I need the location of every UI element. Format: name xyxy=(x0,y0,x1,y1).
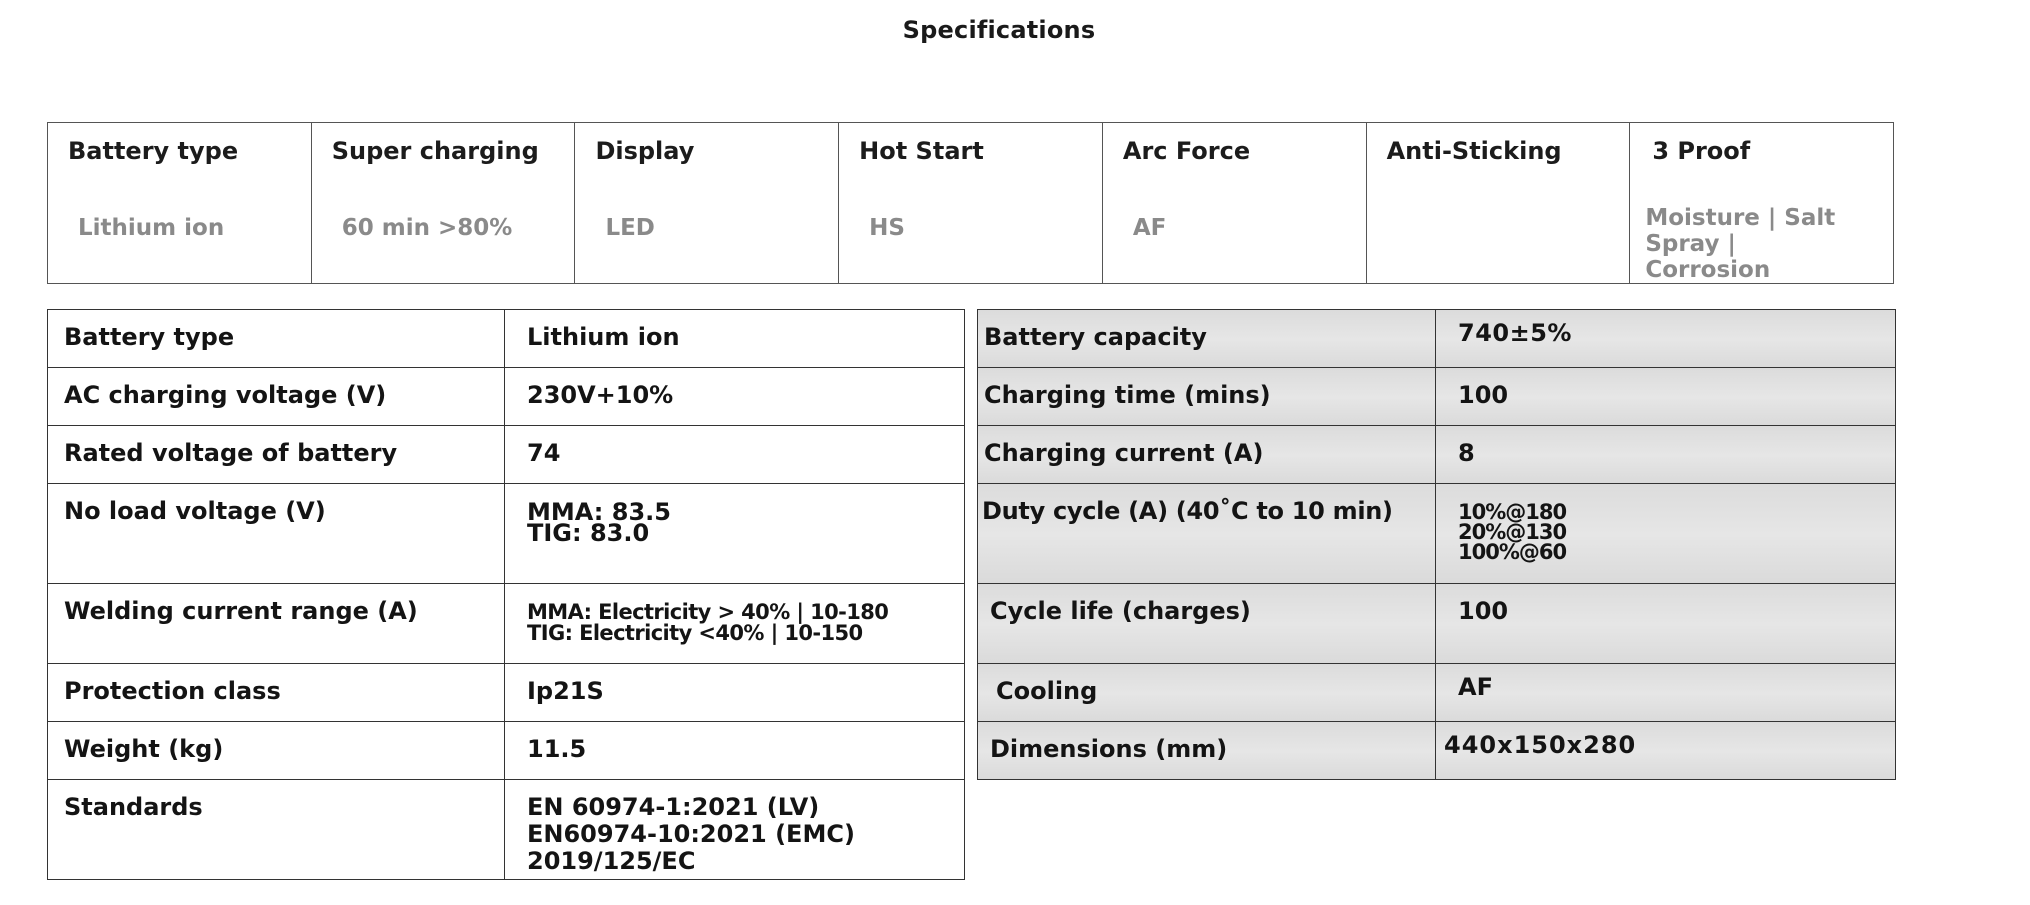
spec-value-cell xyxy=(505,484,965,584)
spec-label: Charging time (mins) xyxy=(984,381,1271,409)
table-row xyxy=(978,664,1896,722)
table-row xyxy=(48,310,965,368)
feature-value: 60 min >80% xyxy=(341,215,513,241)
spec-value-cell xyxy=(1436,368,1896,426)
spec-value-cell xyxy=(505,426,965,484)
table-row xyxy=(48,484,965,584)
spec-value: 740±5% xyxy=(1458,319,1572,347)
spec-label: Battery type xyxy=(64,323,235,351)
spec-value: 100 xyxy=(1458,597,1509,625)
spec-value: 440x150x280 xyxy=(1444,731,1637,759)
spec-label-cell xyxy=(978,426,1436,484)
feature-summary-table xyxy=(47,122,1894,284)
spec-label-cell xyxy=(48,664,505,722)
spec-value: 11.5 xyxy=(527,735,587,763)
spec-value-cell xyxy=(1436,426,1896,484)
feature-cell-display xyxy=(575,123,839,283)
spec-value: Ip21S xyxy=(527,677,604,705)
spec-label-cell xyxy=(48,780,505,880)
table-row xyxy=(978,722,1896,780)
spec-label-cell xyxy=(978,368,1436,426)
feature-heading: Display xyxy=(595,137,695,165)
spec-label-cell xyxy=(978,484,1436,584)
spec-value: 8 xyxy=(1458,439,1475,467)
feature-heading: Hot Start xyxy=(859,137,984,165)
spec-label-cell xyxy=(978,584,1436,664)
spec-value: MMA: Electricity > 40% | 10-180 TIG: Electricity <40% | 10-150 xyxy=(527,600,889,645)
feature-value: Moisture | Salt Spray | Corrosion xyxy=(1645,205,1836,283)
table-row xyxy=(48,664,965,722)
spec-label: Cooling xyxy=(996,677,1098,705)
spec-value-cell xyxy=(505,664,965,722)
feature-cell-3-proof xyxy=(1630,123,1893,283)
spec-value: Lithium ion xyxy=(527,323,680,351)
spec-label-cell xyxy=(978,664,1436,722)
spec-value-cell xyxy=(505,584,965,664)
spec-label: Cycle life (charges) xyxy=(990,597,1251,625)
spec-value: MMA: 83.5 TIG: 83.0 xyxy=(527,498,671,547)
spec-value-cell xyxy=(505,310,965,368)
spec-label: Duty cycle (A) (40˚C to 10 min) xyxy=(982,497,1393,525)
table-row xyxy=(978,584,1896,664)
feature-value: Lithium ion xyxy=(78,215,225,241)
spec-value-cell xyxy=(1436,722,1896,780)
spec-label: No load voltage (V) xyxy=(64,497,326,525)
table-row xyxy=(978,484,1896,584)
table-row xyxy=(48,426,965,484)
spec-value-cell xyxy=(1436,484,1896,584)
spec-label: Dimensions (mm) xyxy=(990,735,1228,763)
table-row xyxy=(48,584,965,664)
spec-label: Charging current (A) xyxy=(984,439,1264,467)
spec-label-cell xyxy=(48,484,505,584)
spec-value: 10%@180 20%@130 100%@60 xyxy=(1458,500,1567,564)
feature-cell-arc-force xyxy=(1103,123,1367,283)
feature-heading: Arc Force xyxy=(1122,137,1251,165)
spec-label: Battery capacity xyxy=(984,323,1207,351)
spec-label-cell xyxy=(48,722,505,780)
spec-value-cell xyxy=(505,368,965,426)
spec-value-cell xyxy=(1436,664,1896,722)
spec-label: Protection class xyxy=(64,677,281,705)
spec-value-cell xyxy=(505,722,965,780)
feature-value: AF xyxy=(1132,215,1167,241)
spec-label-cell xyxy=(48,584,505,664)
spec-label: Standards xyxy=(64,793,203,821)
spec-label: AC charging voltage (V) xyxy=(64,381,387,409)
spec-label-cell xyxy=(48,426,505,484)
feature-heading: Anti-Sticking xyxy=(1386,137,1562,165)
spec-value: AF xyxy=(1458,673,1493,701)
spec-label-cell xyxy=(48,368,505,426)
spec-table-left xyxy=(47,309,965,880)
spec-value: 100 xyxy=(1458,381,1509,409)
table-row xyxy=(48,368,965,426)
feature-cell-hot-start xyxy=(839,123,1103,283)
feature-value: HS xyxy=(869,215,905,241)
table-row xyxy=(978,368,1896,426)
table-row xyxy=(978,426,1896,484)
spec-value-cell xyxy=(505,780,965,880)
spec-table-right xyxy=(977,309,1896,780)
feature-heading: 3 Proof xyxy=(1652,137,1751,165)
table-row xyxy=(48,722,965,780)
spec-label-cell xyxy=(48,310,505,368)
table-row xyxy=(48,780,965,880)
feature-heading: Battery type xyxy=(68,137,239,165)
feature-cell-anti-sticking xyxy=(1367,123,1631,283)
spec-value: 230V+10% xyxy=(527,381,674,409)
spec-label: Welding current range (A) xyxy=(64,597,418,625)
spec-value: 74 xyxy=(527,439,561,467)
table-row xyxy=(978,310,1896,368)
spec-value-cell xyxy=(1436,584,1896,664)
spec-label: Weight (kg) xyxy=(64,735,224,763)
spec-label-cell xyxy=(978,310,1436,368)
feature-value: LED xyxy=(605,215,655,241)
page-title: Specifications xyxy=(902,16,1096,44)
spec-label: Rated voltage of battery xyxy=(64,439,398,467)
feature-cell-battery-type xyxy=(48,123,312,283)
feature-cell-super-charging xyxy=(312,123,576,283)
feature-heading: Super charging xyxy=(331,137,539,165)
spec-value: EN 60974-1:2021 (LV) EN60974-10:2021 (EMC) 2019/125/EC xyxy=(527,793,855,875)
spec-label-cell xyxy=(978,722,1436,780)
spec-value-cell xyxy=(1436,310,1896,368)
